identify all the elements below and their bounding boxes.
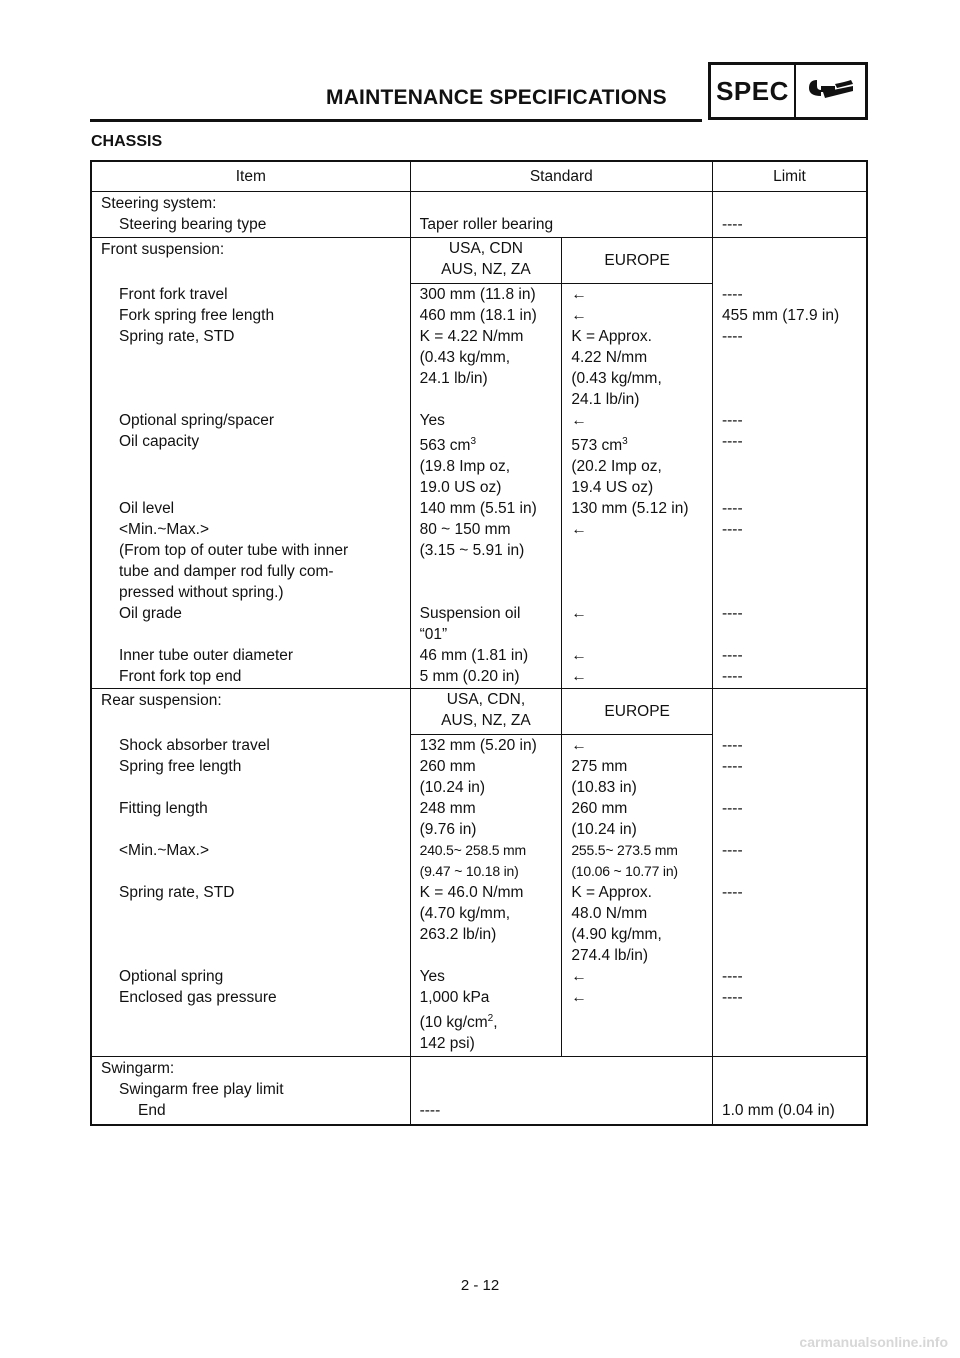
table-row: <Min.~Max.> 240.5~ 258.5 mm (9.47 ~ 10.18 in) 255.5~ 273.5 mm (10.06 ~ 10.77 in) ---- [91,840,867,882]
limit-cell: ---- [712,214,867,238]
subheader-usa: USA, CDN, AUS, NZ, ZA [410,689,562,735]
header-rule [90,119,702,122]
table-row: Fitting length 248 mm (9.76 in) 260 mm (10.24 in) ---- [91,798,867,840]
table-row: Optional spring/spacer Yes ← ---- [91,410,867,431]
table-row: Optional spring Yes ← ---- [91,966,867,987]
table-row: Front fork top end 5 mm (0.20 in) ← ---- [91,666,867,689]
table-row: Swingarm free play limit [91,1079,867,1100]
group-label: Steering system: [101,195,217,212]
page-header-title: MAINTENANCE SPECIFICATIONS [326,86,667,109]
subheader-europe: EUROPE [562,689,713,735]
page-number: 2 - 12 [460,1277,500,1294]
table-row: Oil capacity 563 $cm^3$ (19.8 Imp oz, 19.0 US oz) 573 $cm^3$ (20.2 Imp oz, 19.4 US oz) ---- [91,431,867,498]
group-label: Swingarm: [101,1060,175,1078]
table-row [91,214,867,238]
column-header-standard: Standard [410,161,712,192]
watermark: carmanualsonline.info [799,1334,948,1350]
chassis-spec-table [90,160,868,1126]
group-label: Rear suspension: [101,692,222,710]
table-row [91,1057,867,1080]
table-row: Spring free length 260 mm (10.24 in) 275 mm (10.83 in) ---- [91,756,867,798]
table-row: End ---- 1.0 mm (0.04 in) [91,1100,867,1125]
table-row: Spring rate, STD K = 46.0 N/mm (4.70 kg/mm, 263.2 lb/in) K = Approx. 48.0 N/mm (4.90 kg/mm, 274.4 lb/in) ---- [91,882,867,966]
standard-cell: Taper roller bearing [410,214,712,238]
table-row [91,238,867,284]
subheader-europe: EUROPE [562,238,713,284]
wrench-icon [796,65,865,117]
table-row: Inner tube outer diameter 46 mm (1.81 in) ← ---- [91,645,867,666]
table-row: Front fork travel 300 mm (11.8 in) ← ---- [91,284,867,306]
table-row [91,689,867,735]
table-row: <Min.~Max.> (From top of outer tube with inner tube and damper rod fully com- pressed without spring.) 80 ~ 150 mm (3.15 ~ 5.91 in) ← ---- [91,519,867,603]
group-label: Front suspension: [101,241,225,258]
spec-badge [708,62,868,120]
table-row: Enclosed gas pressure 1,000 kPa (10 $kg/cm^2$, 142 psi) ← ---- [91,987,867,1057]
section-title: CHASSIS [91,133,163,150]
table-row: Fork spring free length 460 mm (18.1 in) ← 455 mm (17.9 in) [91,305,867,326]
column-header-item: Item [91,161,410,192]
table-row: Oil grade Suspension oil “01” ← ---- [91,603,867,645]
table-row: Oil level 140 mm (5.51 in) 130 mm (5.12 in) ---- [91,498,867,519]
table-row: Spring rate, STD K = 4.22 N/mm (0.43 kg/mm, 24.1 lb/in) K = Approx. 4.22 N/mm (0.43 kg/mm, 24.1 lb/in) ---- [91,326,867,410]
table-row: Shock absorber travel 132 mm (5.20 in) ← ---- [91,735,867,757]
spec-label: SPEC [711,65,796,117]
table-header-row [91,161,867,192]
item-cell: Steering bearing type [91,214,410,238]
subheader-usa: USA, CDN AUS, NZ, ZA [410,238,562,284]
table-row [91,192,867,215]
column-header-limit: Limit [712,161,867,192]
